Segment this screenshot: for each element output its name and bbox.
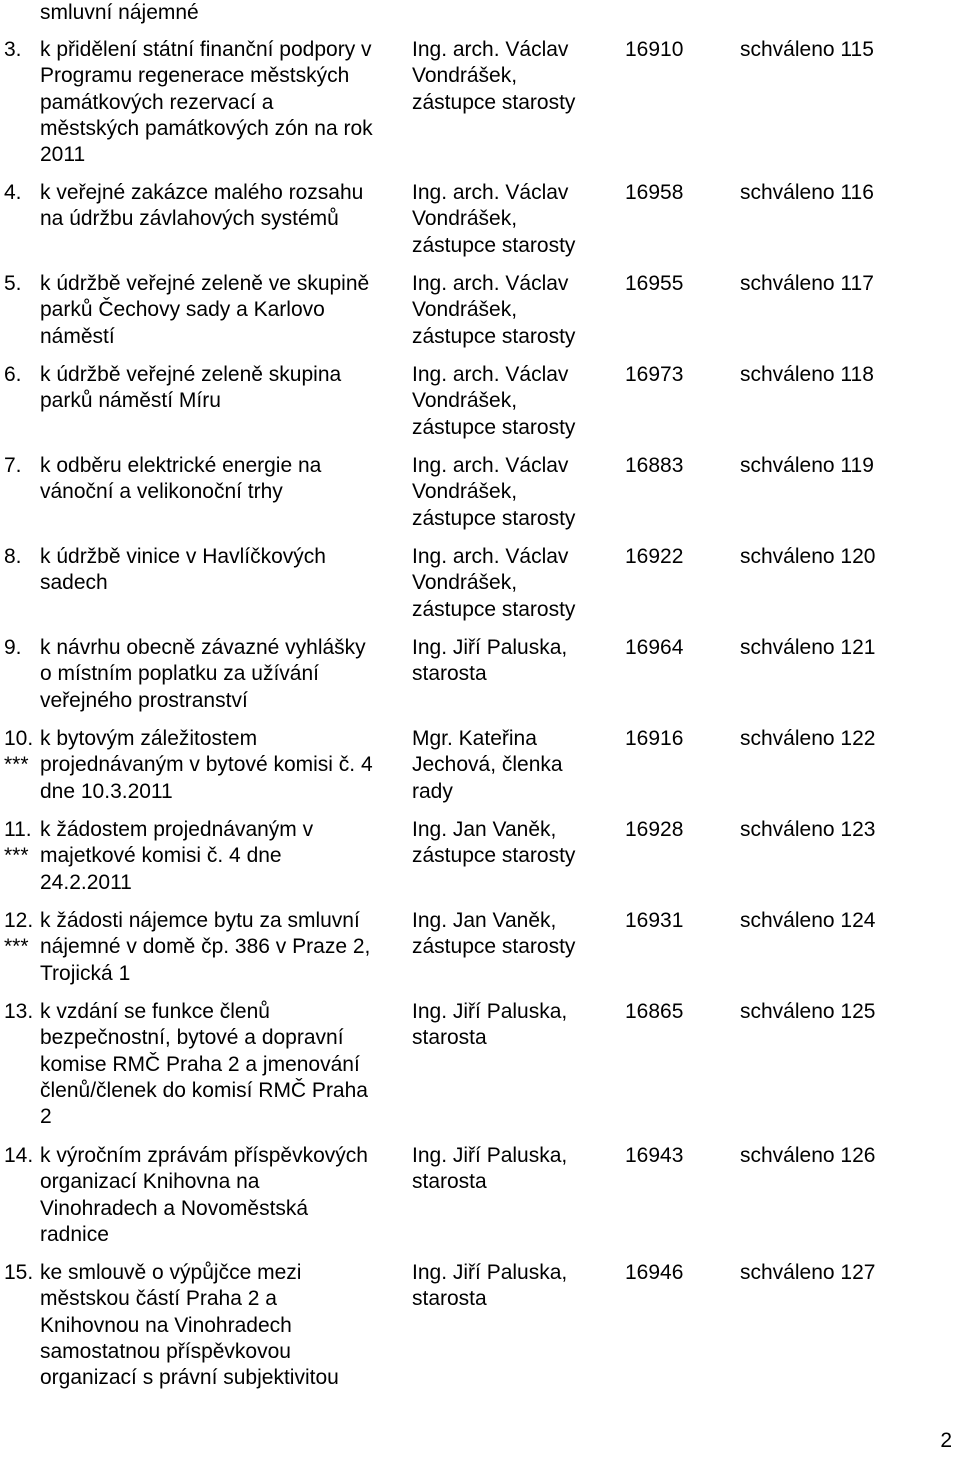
item-result: schváleno 116 <box>740 181 874 204</box>
item-presenter: Ing. Jan Vaněk, zástupce starosty <box>412 818 576 868</box>
item-number: 3. <box>4 38 22 61</box>
item-document-number: 16928 <box>625 818 684 841</box>
item-result: schváleno 115 <box>740 38 874 61</box>
item-result: schváleno 127 <box>740 1261 876 1284</box>
item-number: 13. <box>4 1000 34 1023</box>
item-presenter: Ing. Jiří Paluska, starosta <box>412 1261 568 1311</box>
item-document-number: 16865 <box>625 1000 684 1023</box>
item-number: 14. <box>4 1144 34 1167</box>
item-presenter: Ing. arch. Václav Vondrášek, zástupce starosty <box>412 454 576 530</box>
item-result: schváleno 122 <box>740 727 876 750</box>
item-subject: ke smlouvě o výpůjčce mezi městskou částí Praha 2 a Knihovnou na Vinohradech samostatnou příspěvkovou organizací s právní subjektivitou <box>40 1261 339 1390</box>
item-result: schváleno 120 <box>740 545 876 568</box>
item-subject: k bytovým záležitostem projednávaným v bytové komisi č. 4 dne 10.3.2011 <box>40 727 373 803</box>
item-presenter: Ing. Jiří Paluska, starosta <box>412 636 568 686</box>
item-document-number: 16964 <box>625 636 684 659</box>
item-number: 9. <box>4 636 22 659</box>
item-number: 7. <box>4 454 22 477</box>
item-subject: k vzdání se funkce členů bezpečnostní, bytové a dopravní komise RMČ Praha 2 a jmenování členů/členek do komisí RMČ Praha 2 <box>40 1000 368 1129</box>
item-result: schváleno 119 <box>740 454 874 477</box>
item-result: schváleno 118 <box>740 363 874 386</box>
item-document-number: 16943 <box>625 1144 684 1167</box>
item-subject: k žádosti nájemce bytu za smluvní nájemné v domě čp. 386 v Praze 2, Trojická 1 <box>40 909 371 985</box>
item-result: schváleno 124 <box>740 909 876 932</box>
item-document-number: 16922 <box>625 545 684 568</box>
item-presenter: Ing. arch. Václav Vondrášek, zástupce starosty <box>412 181 576 257</box>
item-number: 6. <box>4 363 22 386</box>
item-number: 11. *** <box>4 818 32 868</box>
item-document-number: 16955 <box>625 272 684 295</box>
item-presenter: Mgr. Kateřina Jechová, členka rady <box>412 727 563 803</box>
page-number: 2 <box>940 1429 952 1452</box>
item-document-number: 16931 <box>625 909 684 932</box>
item-presenter: Ing. Jan Vaněk, zástupce starosty <box>412 909 576 959</box>
item-number: 12. *** <box>4 909 34 959</box>
continuation-text: smluvní nájemné <box>40 1 199 24</box>
item-number: 4. <box>4 181 22 204</box>
item-subject: k údržbě veřejné zeleně ve skupině parků Čechovy sady a Karlovo náměstí <box>40 272 370 348</box>
item-result: schváleno 125 <box>740 1000 876 1023</box>
item-result: schváleno 121 <box>740 636 876 659</box>
item-presenter: Ing. arch. Václav Vondrášek, zástupce starosty <box>412 363 576 439</box>
item-document-number: 16916 <box>625 727 684 750</box>
item-number: 10. *** <box>4 727 34 777</box>
item-subject: k odběru elektrické energie na vánoční a velikonoční trhy <box>40 454 322 504</box>
item-number: 8. <box>4 545 22 568</box>
item-presenter: Ing. arch. Václav Vondrášek, zástupce starosty <box>412 545 576 621</box>
item-presenter: Ing. Jiří Paluska, starosta <box>412 1000 568 1050</box>
item-subject: k údržbě vinice v Havlíčkových sadech <box>40 545 326 595</box>
item-subject: k výročním zprávám příspěvkových organizací Knihovna na Vinohradech a Novoměstská radnice <box>40 1144 368 1246</box>
item-document-number: 16958 <box>625 181 684 204</box>
item-presenter: Ing. Jiří Paluska, starosta <box>412 1144 568 1194</box>
item-document-number: 16883 <box>625 454 684 477</box>
item-presenter: Ing. arch. Václav Vondrášek, zástupce starosty <box>412 38 576 114</box>
item-document-number: 16910 <box>625 38 684 61</box>
item-document-number: 16973 <box>625 363 684 386</box>
item-subject: k údržbě veřejné zeleně skupina parků náměstí Míru <box>40 363 342 413</box>
item-result: schváleno 126 <box>740 1144 876 1167</box>
item-document-number: 16946 <box>625 1261 684 1284</box>
item-subject: k žádostem projednávaným v majetkové komisi č. 4 dne 24.2.2011 <box>40 818 314 894</box>
item-subject: k přidělení státní finanční podpory v Programu regenerace městských památkových rezervací a městských památkových zón na rok 2011 <box>40 38 373 167</box>
item-number: 5. <box>4 272 22 295</box>
item-presenter: Ing. arch. Václav Vondrášek, zástupce starosty <box>412 272 576 348</box>
item-result: schváleno 123 <box>740 818 876 841</box>
item-result: schváleno 117 <box>740 272 874 295</box>
item-subject: k návrhu obecně závazné vyhlášky o místním poplatku za užívání veřejného prostranství <box>40 636 366 712</box>
item-subject: k veřejné zakázce malého rozsahu na údržbu závlahových systémů <box>40 181 364 231</box>
item-number: 15. <box>4 1261 34 1284</box>
